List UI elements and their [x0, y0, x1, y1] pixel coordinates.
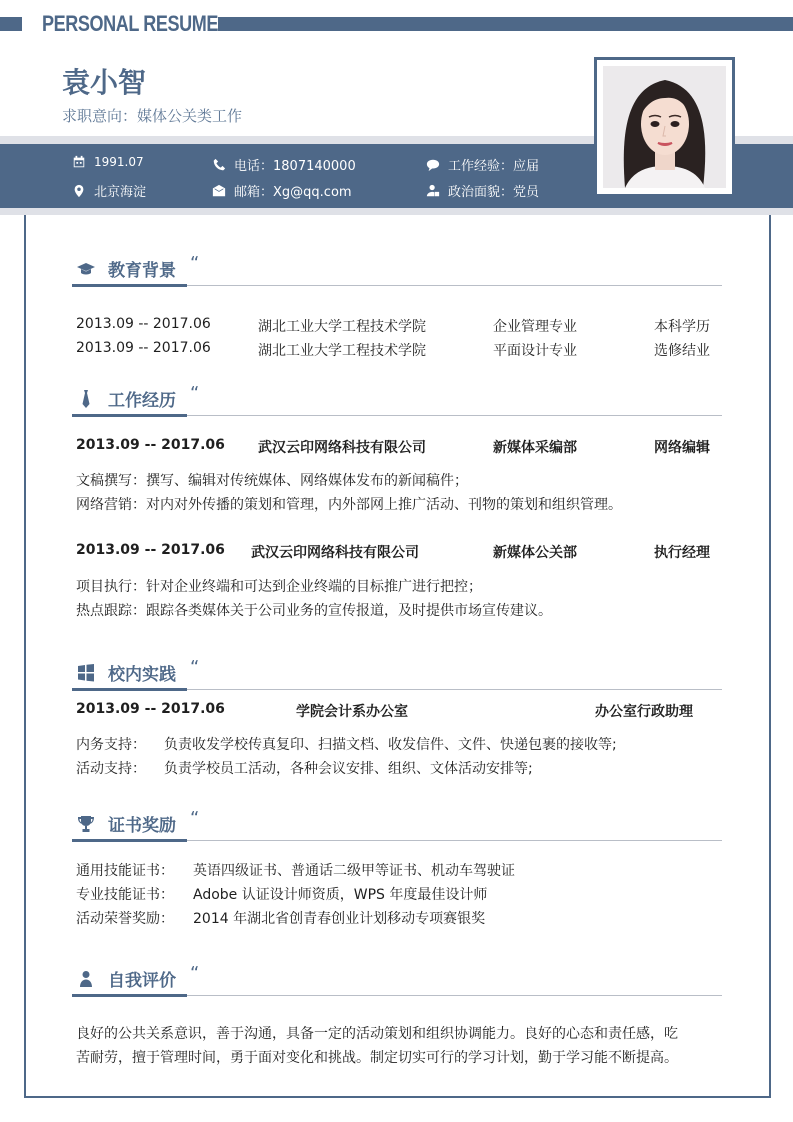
header-bar-right — [218, 17, 793, 31]
candidate-name: 袁小智 — [62, 66, 147, 99]
info-birth-text: 1991.07 — [94, 155, 144, 169]
edu-row-2-degree: 选修结业 — [654, 343, 710, 359]
header-strip-bottom — [0, 208, 793, 215]
section-campus-header — [72, 659, 722, 693]
job-2-line-2: 热点跟踪：跟踪各类媒体关于公司业务的宣传报道，及时提供市场宣传建议。 — [76, 603, 552, 619]
self-line-1: 良好的公共关系意识，善于沟通，具备一定的活动策划和组织协调能力。良好的心态和责任感，吃 — [76, 1026, 678, 1042]
edu-row-2-major: 平面设计专业 — [493, 343, 577, 359]
chat-bubble-icon — [426, 158, 440, 172]
award-1-text: 英语四级证书、普通话二级甲等证书、机动车驾驶证 — [193, 863, 515, 879]
section-work-quote: “ — [190, 383, 200, 404]
job-2-period: 2013.09 -- 2017.06 — [76, 542, 225, 558]
job-1-period: 2013.09 -- 2017.06 — [76, 437, 225, 453]
campus-org: 学院会计系办公室 — [296, 704, 408, 720]
award-1-label: 通用技能证书： — [76, 863, 174, 879]
edu-row-1-school: 湖北工业大学工程技术学院 — [258, 319, 426, 335]
info-birth — [72, 155, 144, 169]
profile-photo-frame — [594, 57, 735, 197]
job-1-role: 网络编辑 — [654, 440, 710, 456]
job-1-company: 武汉云印网络科技有限公司 — [258, 440, 426, 456]
mail-icon — [212, 184, 226, 198]
windows-grid-icon — [76, 663, 96, 683]
section-self-title: 自我评价 — [108, 971, 176, 991]
job-intent: 求职意向：媒体公关类工作 — [62, 107, 243, 125]
info-email-text: 邮箱：Xg@qq.com — [234, 185, 352, 200]
info-phone-text: 电话：1807140000 — [234, 159, 356, 174]
edu-row-1-major: 企业管理专业 — [493, 319, 577, 335]
section-self-header — [72, 965, 722, 999]
section-campus — [72, 659, 722, 693]
campus-item-2-label: 活动支持： — [76, 761, 146, 777]
info-location-text: 北京海淀 — [94, 185, 147, 200]
campus-item-1-text: 负责收发学校传真复印、扫描文档、收发信件、文件、快递包裹的接收等; — [164, 737, 617, 753]
job-2-role: 执行经理 — [654, 545, 710, 561]
award-2-label: 专业技能证书： — [76, 887, 174, 903]
section-accent-bar — [72, 414, 187, 417]
section-accent-bar — [72, 688, 187, 691]
phone-icon — [212, 158, 226, 172]
section-education-quote: “ — [190, 253, 200, 274]
info-phone — [212, 155, 356, 174]
info-experience — [426, 155, 539, 174]
section-campus-quote: “ — [190, 657, 200, 678]
info-politics — [426, 181, 539, 200]
section-self-quote: “ — [190, 963, 200, 984]
edu-row-2-period: 2013.09 -- 2017.06 — [76, 340, 211, 356]
section-accent-bar — [72, 284, 187, 287]
brand-title: PERSONAL RESUME — [42, 11, 218, 36]
graduation-cap-icon — [76, 259, 96, 279]
section-education — [72, 255, 722, 289]
award-3-label: 活动荣誉奖励： — [76, 911, 174, 927]
section-awards-quote: “ — [190, 808, 200, 829]
section-awards-header — [72, 810, 722, 844]
section-work — [72, 385, 722, 419]
section-awards-title: 证书奖励 — [108, 816, 176, 836]
job-2-dept: 新媒体公关部 — [493, 545, 577, 561]
user-icon — [76, 969, 96, 989]
edu-row-1-degree: 本科学历 — [654, 319, 710, 335]
job-1-line-2: 网络营销：对内对外传播的策划和管理，内外部网上推广活动、刊物的策划和组织管理。 — [76, 497, 622, 513]
campus-item-2-text: 负责学校员工活动，各种会议安排、组织、文体活动安排等; — [164, 761, 533, 777]
calendar-icon — [72, 155, 86, 169]
trophy-icon — [76, 814, 96, 834]
edu-row-2-school: 湖北工业大学工程技术学院 — [258, 343, 426, 359]
section-awards — [72, 810, 722, 844]
info-location — [72, 181, 146, 200]
user-badge-icon — [426, 184, 440, 198]
info-experience-text: 工作经验：应届 — [448, 159, 540, 174]
job-1-line-1: 文稿撰写：撰写、编辑对传统媒体、网络媒体发布的新闻稿件； — [76, 473, 468, 489]
info-politics-text: 政治面貌：党员 — [448, 185, 540, 200]
self-line-2: 苦耐劳，擅于管理时间，勇于面对变化和挑战。制定切实可行的学习计划，勤于学习能不断提高。 — [76, 1050, 678, 1066]
portrait-illustration — [603, 66, 726, 188]
job-1-dept: 新媒体采编部 — [493, 440, 577, 456]
section-campus-title: 校内实践 — [108, 665, 176, 685]
section-self — [72, 965, 722, 999]
header-bar-left — [0, 17, 22, 31]
job-2-line-1: 项目执行：针对企业终端和可达到企业终端的目标推广进行把控； — [76, 579, 482, 595]
section-education-title: 教育背景 — [108, 261, 176, 281]
location-pin-icon — [72, 184, 86, 198]
edu-row-1-period: 2013.09 -- 2017.06 — [76, 316, 211, 332]
section-accent-bar — [72, 839, 187, 842]
necktie-icon — [76, 389, 96, 409]
profile-photo — [603, 66, 726, 188]
info-email — [212, 181, 352, 200]
campus-item-1-label: 内务支持： — [76, 737, 146, 753]
campus-role: 办公室行政助理 — [595, 704, 693, 720]
award-3-text: 2014 年湖北省创青春创业计划移动专项赛银奖 — [193, 911, 486, 927]
award-2-text: Adobe 认证设计师资质，WPS 年度最佳设计师 — [193, 887, 488, 903]
section-education-header — [72, 255, 722, 289]
section-work-title: 工作经历 — [108, 391, 176, 411]
job-2-company: 武汉云印网络科技有限公司 — [251, 545, 419, 561]
campus-period: 2013.09 -- 2017.06 — [76, 701, 225, 717]
section-work-header — [72, 385, 722, 419]
section-accent-bar — [72, 994, 187, 997]
